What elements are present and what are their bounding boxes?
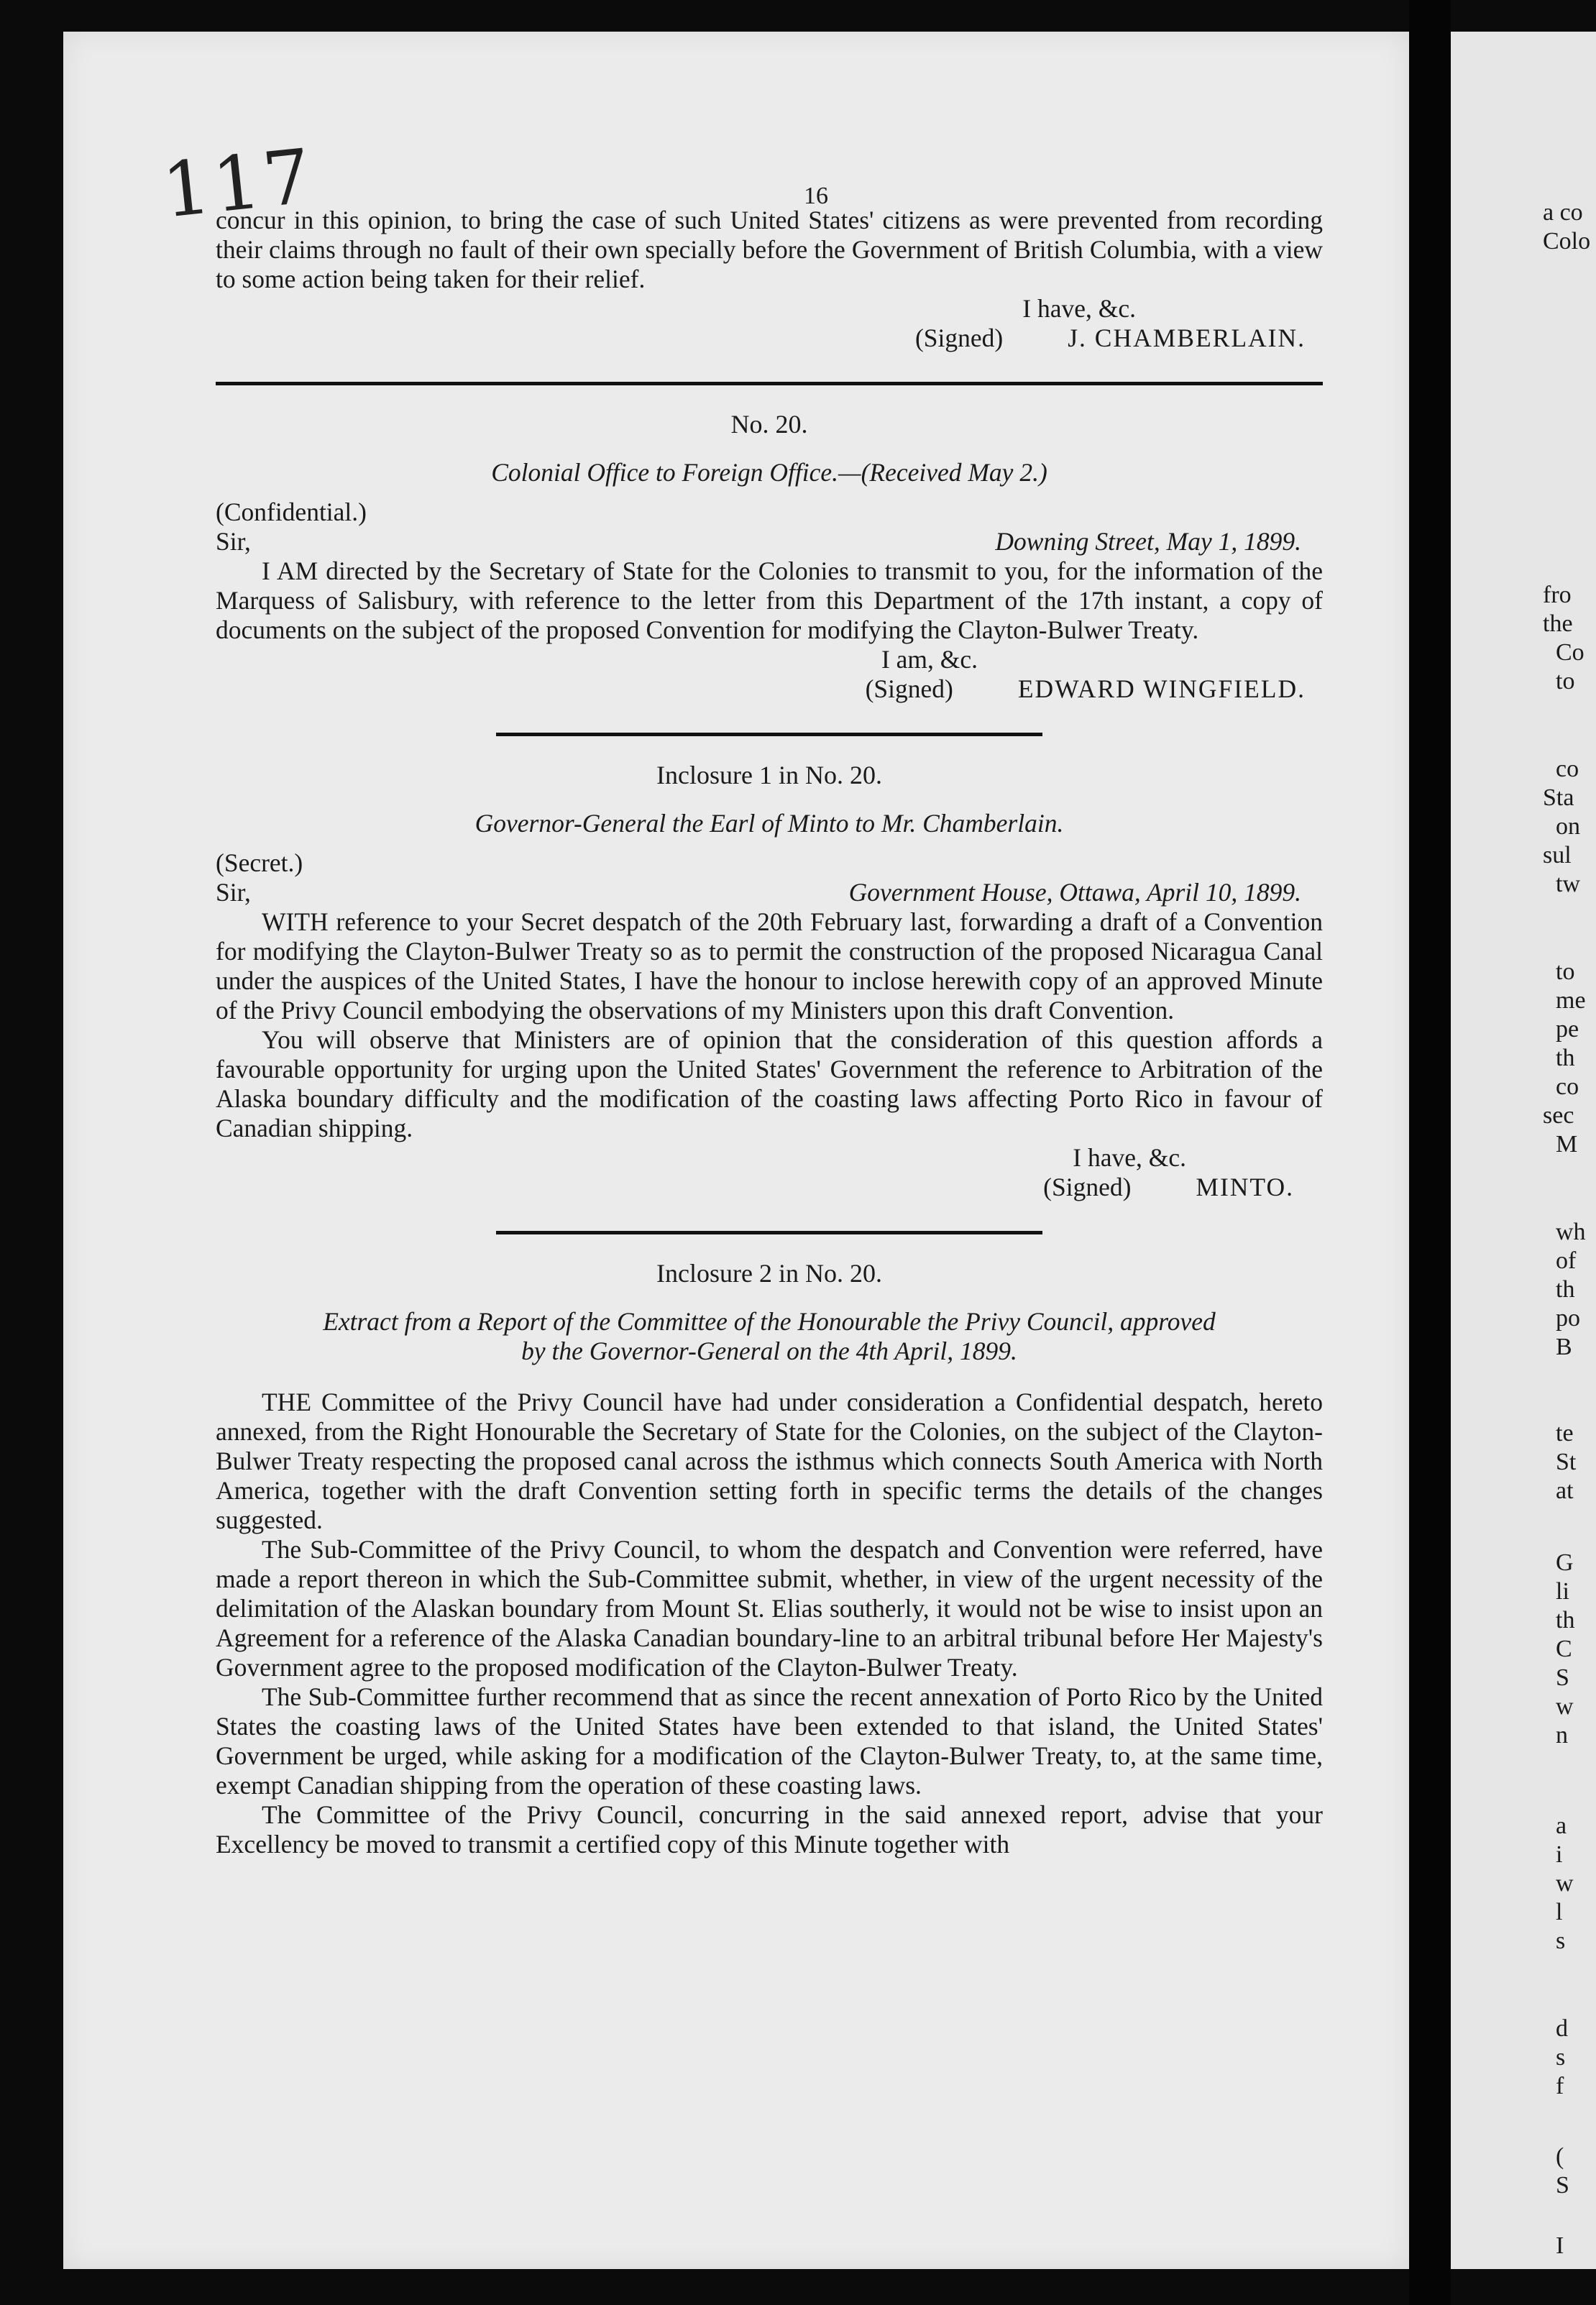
body-paragraph: You will observe that Ministers are of opinion that the consideration of this question affords a favourable opportunity for urging upon the United States' Government the reference to Arbitration of the Alaska boundary difficulty and the modification of the coasting laws affecting Porto Rico in favour of Canadian shipping. bbox=[216, 1025, 1323, 1142]
adjacent-page-text-fragment: te bbox=[1556, 1420, 1574, 1447]
signature-line bbox=[216, 324, 1323, 353]
body-paragraph: The Sub-Committee of the Privy Council, to whom the despatch and Convention were referred, have made a report thereon in which the Sub-Committee submit, whether, in view of the urgent necessity of the delimitation of the Alaskan boundary from Mount St. Elias southerly, it would not be wise to insist upon an Agreement for a reference of the Alaska Canadian boundary-line to an arbitral tribunal before Her Majesty's Government agree to the proposed modification of the Clayton-Bulwer Treaty. bbox=[216, 1535, 1323, 1682]
closing: I am, &c. bbox=[881, 645, 978, 674]
adjacent-page-text-fragment: tw bbox=[1556, 871, 1580, 897]
section-subheading: Governor-General the Earl of Minto to Mr. Chamberlain. bbox=[474, 809, 1064, 838]
adjacent-page-text-fragment: pe bbox=[1556, 1016, 1579, 1042]
adjacent-page-edge bbox=[1451, 32, 1596, 2269]
signatory-name: MINTO. bbox=[1196, 1173, 1294, 1201]
adjacent-page-text-fragment: to bbox=[1556, 958, 1575, 985]
signature-line bbox=[216, 1173, 1323, 1202]
adjacent-page-text-fragment: a bbox=[1556, 1813, 1567, 1839]
adjacent-page-text-fragment: d bbox=[1556, 2015, 1568, 2042]
section-subheading: Colonial Office to Foreign Office.—(Received May 2.) bbox=[491, 458, 1047, 487]
body-paragraph: concur in this opinion, to bring the case of such United States' citizens as were prevented from recording their claims through no fault of their own specially before the Government of British Columbia, with a view to some action being taken for their relief. bbox=[216, 206, 1323, 293]
body-paragraph: WITH reference to your Secret despatch of the 20th February last, forwarding a draft of a Convention for modifying the Clayton-Bulwer Treaty so as to permit the construction of the proposed Nicaragua Canal under the auspices of the United States, I have the honour to inclose herewith copy of an approved Minute of the Privy Council embodying the observations of my Ministers upon this draft Convention. bbox=[216, 907, 1323, 1025]
inclosure-1 bbox=[216, 761, 1323, 1202]
signatory-name: EDWARD WINGFIELD. bbox=[1017, 674, 1306, 703]
adjacent-page-text-fragment: s bbox=[1556, 2044, 1566, 2071]
extract-title-line: Extract from a Report of the Committee of the Honourable the Privy Council, approved bbox=[323, 1307, 1216, 1336]
signatory-name: J. CHAMBERLAIN. bbox=[1068, 324, 1306, 352]
dateline: Downing Street, May 1, 1899. bbox=[995, 527, 1301, 556]
adjacent-page-text-fragment: on bbox=[1556, 813, 1580, 840]
adjacent-page-text-fragment: the bbox=[1543, 610, 1573, 637]
section-divider bbox=[496, 1231, 1042, 1234]
extract-title bbox=[216, 1307, 1323, 1366]
signed-label: (Signed) bbox=[1043, 1173, 1132, 1201]
body-paragraph: I AM directed by the Secretary of State for the Colonies to transmit to you, for the information of the Marquess of Salisbury, with reference to the letter from this Department of the 17th instant, a copy of documents on the subject of the proposed Convention for modifying the Clayton-Bulwer Treaty. bbox=[216, 556, 1323, 644]
adjacent-page-text-fragment: fro bbox=[1543, 582, 1572, 608]
document-no-20 bbox=[216, 410, 1323, 704]
inclosure-2 bbox=[216, 1259, 1323, 1859]
letter-continuation bbox=[216, 206, 1323, 353]
extract-title-line: by the Governor-General on the 4th April, 1899. bbox=[521, 1337, 1017, 1365]
adjacent-page-text-fragment: at bbox=[1556, 1477, 1574, 1504]
signature-line bbox=[216, 674, 1323, 704]
adjacent-page-text-fragment: Co bbox=[1556, 639, 1584, 666]
adjacent-page-text-fragment: th bbox=[1556, 1276, 1575, 1303]
section-divider bbox=[216, 382, 1323, 385]
body-paragraph: The Sub-Committee further recommend that as since the recent annexation of Porto Rico by the United States the coasting laws of the United States have been extended to that island, the United States' Government be urged, while asking for a modification of the Clayton-Bulwer Treaty, to, at the same time, exempt Canadian shipping from the operation of these coasting laws. bbox=[216, 1682, 1323, 1800]
salutation: Sir, bbox=[216, 878, 251, 907]
marking: (Secret.) bbox=[216, 848, 303, 877]
adjacent-page-text-fragment: s bbox=[1556, 1928, 1566, 1954]
handwritten-folio-number: 117 bbox=[158, 132, 318, 235]
signed-label: (Signed) bbox=[914, 324, 1004, 352]
adjacent-page-text-fragment: co bbox=[1556, 1073, 1579, 1100]
adjacent-page-text-fragment: w bbox=[1556, 1870, 1574, 1897]
adjacent-page-text-fragment: I bbox=[1556, 2232, 1564, 2259]
adjacent-page-text-fragment: me bbox=[1556, 987, 1586, 1014]
section-heading: No. 20. bbox=[730, 410, 808, 439]
adjacent-page-text-fragment: po bbox=[1556, 1305, 1580, 1332]
book-gutter bbox=[1409, 0, 1451, 2305]
adjacent-page-text-fragment: ( bbox=[1556, 2143, 1564, 2170]
adjacent-page-text-fragment: of bbox=[1556, 1247, 1577, 1274]
dateline: Government House, Ottawa, April 10, 1899. bbox=[848, 878, 1301, 907]
adjacent-page-text-fragment: St bbox=[1556, 1449, 1577, 1475]
adjacent-page-text-fragment: wh bbox=[1556, 1219, 1586, 1245]
page-content bbox=[216, 206, 1323, 1859]
adjacent-page-text-fragment: w bbox=[1556, 1693, 1574, 1720]
adjacent-page-text-fragment: f bbox=[1556, 2073, 1564, 2099]
adjacent-page-text-fragment: li bbox=[1556, 1578, 1569, 1605]
adjacent-page-text-fragment: B bbox=[1556, 1334, 1572, 1360]
adjacent-page-text-fragment: th bbox=[1556, 1045, 1575, 1071]
adjacent-page-text-fragment: Colo bbox=[1543, 228, 1591, 255]
adjacent-page-text-fragment: l bbox=[1556, 1899, 1563, 1925]
adjacent-page-text-fragment: th bbox=[1556, 1607, 1575, 1633]
section-heading: Inclosure 1 in No. 20. bbox=[656, 761, 882, 789]
salutation-dateline bbox=[216, 878, 1323, 907]
adjacent-page-text-fragment: sec bbox=[1543, 1102, 1574, 1129]
body-paragraph: THE Committee of the Privy Council have had under consideration a Confidential despatch, hereto annexed, from the Right Honourable the Secretary of State for the Colonies, on the subject of the Clayton-Bulwer Treaty respecting the proposed canal across the isthmus which connects South America with North America, together with the draft Convention setting forth in specific terms the details of the changes suggested. bbox=[216, 1388, 1323, 1534]
adjacent-page-text-fragment: Sta bbox=[1543, 784, 1574, 811]
page-number: 16 bbox=[804, 183, 828, 209]
adjacent-page-text-fragment: G bbox=[1556, 1549, 1574, 1576]
adjacent-page-text-fragment: to bbox=[1556, 668, 1575, 695]
body-paragraph: The Committee of the Privy Council, concurring in the said annexed report, advise that your Excellency be moved to transmit a certified copy of this Minute together with bbox=[216, 1800, 1323, 1859]
signed-label: (Signed) bbox=[865, 674, 953, 703]
adjacent-page-text-fragment: C bbox=[1556, 1636, 1572, 1662]
adjacent-page-text-fragment: n bbox=[1556, 1722, 1568, 1749]
adjacent-page-text-fragment: co bbox=[1556, 756, 1579, 782]
adjacent-page-text-fragment: S bbox=[1556, 2172, 1569, 2199]
closing: I have, &c. bbox=[1073, 1143, 1186, 1172]
adjacent-page-text-fragment: a co bbox=[1543, 199, 1583, 226]
adjacent-page-text-fragment: S bbox=[1556, 1664, 1569, 1691]
closing: I have, &c. bbox=[1022, 294, 1136, 323]
adjacent-page-text-fragment: i bbox=[1556, 1841, 1563, 1868]
salutation-dateline bbox=[216, 527, 1323, 556]
salutation: Sir, bbox=[216, 527, 251, 556]
section-divider bbox=[496, 733, 1042, 736]
adjacent-page-text-fragment: sul bbox=[1543, 842, 1572, 869]
adjacent-page-text-fragment: M bbox=[1556, 1131, 1578, 1158]
marking: (Confidential.) bbox=[216, 498, 367, 526]
section-heading: Inclosure 2 in No. 20. bbox=[656, 1259, 882, 1288]
